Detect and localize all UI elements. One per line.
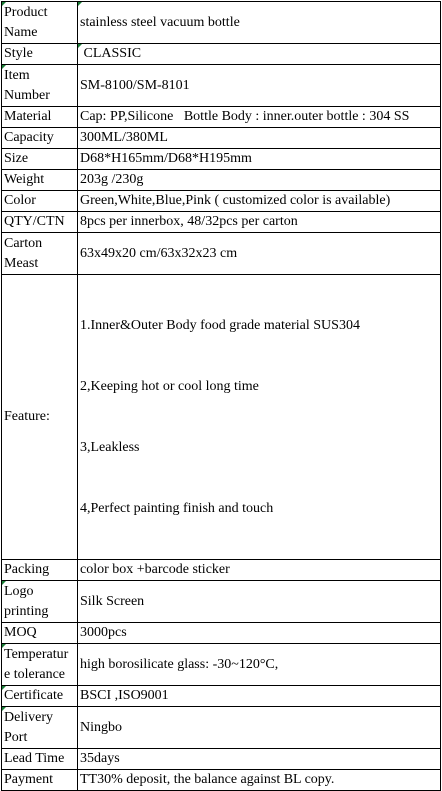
- label-color: Color: [2, 191, 78, 212]
- value-color: Green,White,Blue,Pink ( customized color is available): [78, 191, 441, 212]
- table-row: [2, 707, 441, 749]
- value-certificate: BSCI ,ISO9001: [78, 686, 441, 707]
- value-lead-time: 35days: [78, 749, 441, 770]
- value-capacity: 300ML/380ML: [78, 128, 441, 149]
- table-row: [2, 560, 441, 581]
- value-temperature-tolerance: high borosilicate glass: -30~120°C,: [78, 644, 441, 686]
- table-row: [2, 233, 441, 275]
- table-row: [2, 128, 441, 149]
- value-packing: color box +barcode sticker: [78, 560, 441, 581]
- feature-line: 1.Inner&Outer Body food grade material SUS304: [80, 318, 360, 333]
- value-feature: [78, 275, 441, 560]
- spec-table: [1, 1, 441, 791]
- table-row: [2, 65, 441, 107]
- table-row: [2, 749, 441, 770]
- label-packing: Packing: [2, 560, 78, 581]
- label-product-name: Product Name: [2, 2, 78, 44]
- label-logo-printing: Logo printing: [2, 581, 78, 623]
- table-row: [2, 170, 441, 191]
- label-qty-ctn: QTY/CTN: [2, 212, 78, 233]
- value-payment: TT30% deposit, the balance against BL copy.: [78, 770, 441, 791]
- value-qty-ctn: 8pcs per innerbox, 48/32pcs per carton: [78, 212, 441, 233]
- table-row: [2, 2, 441, 44]
- table-row: [2, 212, 441, 233]
- value-material: Cap: PP,Silicone Bottle Body : inner.outer bottle : 304 SS: [78, 107, 441, 128]
- label-item-number: Item Number: [2, 65, 78, 107]
- table-row: [2, 107, 441, 128]
- label-delivery-port: Delivery Port: [2, 707, 78, 749]
- label-style: Style: [2, 44, 78, 65]
- feature-line: 2,Keeping hot or cool long time: [80, 379, 259, 394]
- label-weight: Weight: [2, 170, 78, 191]
- label-temperature-tolerance: Temperatur e tolerance: [2, 644, 78, 686]
- value-delivery-port: Ningbo: [78, 707, 441, 749]
- table-row: [2, 149, 441, 170]
- feature-line: 4,Perfect painting finish and touch: [80, 501, 274, 516]
- label-material: Material: [2, 107, 78, 128]
- label-feature: Feature:: [2, 275, 78, 560]
- label-carton-meast: Carton Meast: [2, 233, 78, 275]
- label-certificate: Certificate: [2, 686, 78, 707]
- label-payment: Payment: [2, 770, 78, 791]
- table-row: [2, 623, 441, 644]
- table-row: [2, 770, 441, 791]
- value-product-name: stainless steel vacuum bottle: [78, 2, 441, 44]
- value-carton-meast: 63x49x20 cm/63x32x23 cm: [78, 233, 441, 275]
- table-row: [2, 275, 441, 560]
- value-item-number: SM-8100/SM-8101: [78, 65, 441, 107]
- table-row: [2, 191, 441, 212]
- feature-line: 3,Leakless: [80, 440, 140, 455]
- value-moq: 3000pcs: [78, 623, 441, 644]
- label-size: Size: [2, 149, 78, 170]
- table-row: [2, 44, 441, 65]
- table-row: [2, 581, 441, 623]
- table-row: [2, 686, 441, 707]
- table-row: [2, 644, 441, 686]
- value-logo-printing: Silk Screen: [78, 581, 441, 623]
- value-size: D68*H165mm/D68*H195mm: [78, 149, 441, 170]
- label-lead-time: Lead Time: [2, 749, 78, 770]
- label-moq: MOQ: [2, 623, 78, 644]
- label-capacity: Capacity: [2, 128, 78, 149]
- value-style: CLASSIC: [78, 44, 441, 65]
- value-weight: 203g /230g: [78, 170, 441, 191]
